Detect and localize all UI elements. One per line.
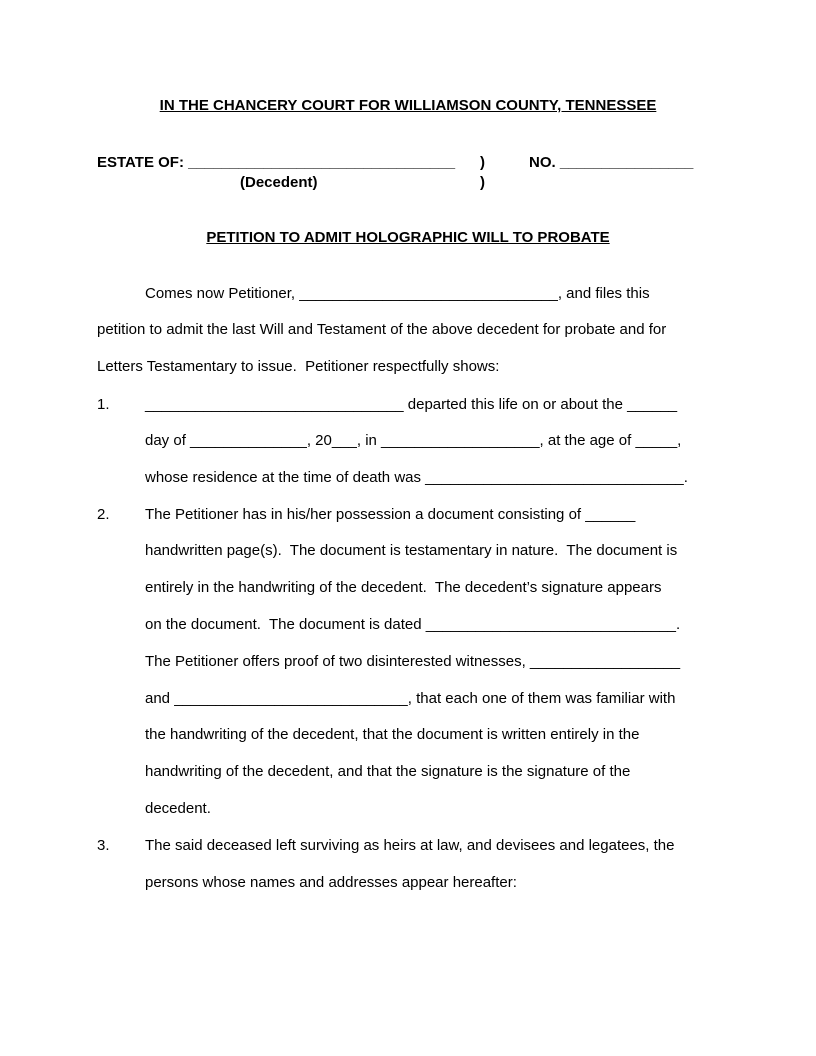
item-2-number: 2. (97, 506, 110, 523)
item-2-line-5: The Petitioner offers proof of two disinterested witnesses, __________________ (145, 653, 681, 670)
court-heading: IN THE CHANCERY COURT FOR WILLIAMSON COUNTY, TENNESSEE (159, 97, 657, 114)
estate-of-field: ESTATE OF: ________________________________ (97, 154, 456, 171)
item-2-line-1: The Petitioner has in his/her possession a document consisting of ______ (145, 506, 636, 523)
item-2-line-3: entirely in the handwriting of the decedent. The decedent’s signature appears (145, 579, 662, 596)
item-2-line-8: handwriting of the decedent, and that the signature is the signature of the (145, 763, 631, 780)
caption-paren-bottom: ) (480, 174, 485, 191)
decedent-label: (Decedent) (240, 174, 318, 191)
intro-line-3: Letters Testamentary to issue. Petitioner respectfully shows: (97, 358, 500, 375)
item-2-line-7: the handwriting of the decedent, that the document is written entirely in the (145, 726, 640, 743)
item-1-line-2: day of ______________, 20___, in ___________________, at the age of _____, (145, 432, 682, 449)
petition-title: PETITION TO ADMIT HOLOGRAPHIC WILL TO PROBATE (206, 229, 610, 246)
item-1-line-1: _______________________________ departed this life on or about the ______ (145, 396, 678, 413)
item-1-line-3: whose residence at the time of death was _______________________________. (145, 469, 688, 486)
item-1-number: 1. (97, 396, 110, 413)
caption-paren-top: ) (480, 154, 485, 171)
item-3-number: 3. (97, 837, 110, 854)
intro-line-1: Comes now Petitioner, _______________________________, and files this (145, 285, 650, 302)
item-2-line-9: decedent. (145, 800, 211, 817)
item-2-line-2: handwritten page(s). The document is testamentary in nature. The document is (145, 542, 678, 559)
item-3-line-1: The said deceased left surviving as heirs at law, and devisees and legatees, the (145, 837, 675, 854)
item-2-line-4: on the document. The document is dated ______________________________. (145, 616, 681, 633)
item-2-line-6: and ____________________________, that each one of them was familiar with (145, 690, 676, 707)
item-3-line-2: persons whose names and addresses appear hereafter: (145, 874, 517, 891)
intro-line-2: petition to admit the last Will and Testament of the above decedent for probate and for (97, 321, 667, 338)
case-number-field: NO. ________________ (529, 154, 694, 171)
